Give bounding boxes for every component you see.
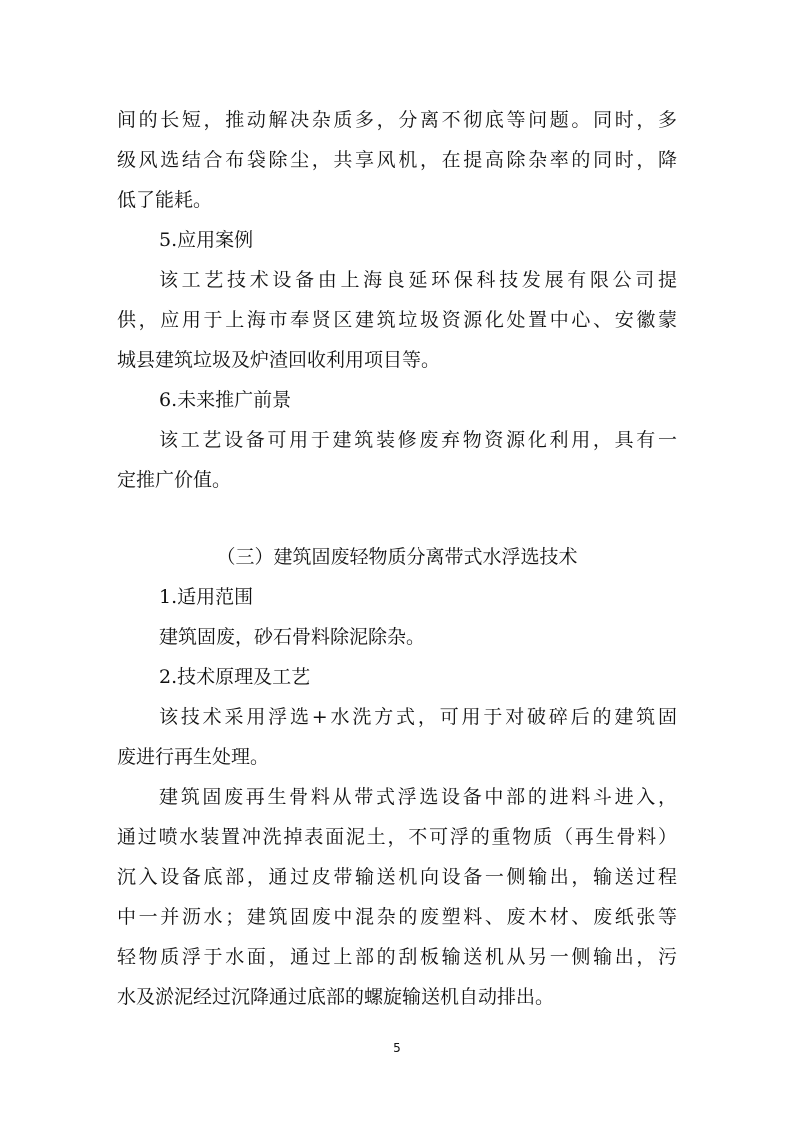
body-text-line: 低了能耗。 bbox=[117, 189, 213, 211]
page-number: 5 bbox=[393, 1041, 401, 1055]
chapter-heading: （三）建筑固废轻物质分离带式水浮选技术 bbox=[216, 546, 578, 568]
body-text-line: 沉入设备底部，通过皮带输送机向设备一侧输出，输送过程 bbox=[117, 866, 677, 888]
body-text-line: 间的长短，推动解决杂质多，分离不彻底等问题。同时，多 bbox=[117, 109, 677, 131]
body-text-line: 该工艺设备可用于建筑装修废弃物资源化利用，具有一 bbox=[159, 429, 677, 451]
body-text-line: 该工艺技术设备由上海良延环保科技发展有限公司提 bbox=[159, 269, 677, 291]
body-text-line: 通过喷水装置冲洗掉表面泥土，不可浮的重物质（再生骨料） bbox=[117, 826, 677, 848]
section-heading: 6.未来推广前景 bbox=[159, 389, 292, 411]
body-text-line: 城县建筑垃圾及炉渣回收利用项目等。 bbox=[117, 349, 441, 371]
body-text-line: 水及淤泥经过沉降通过底部的螺旋输送机自动排出。 bbox=[117, 986, 555, 1008]
section-heading: 2.技术原理及工艺 bbox=[159, 666, 311, 688]
body-text-line: 建筑固废，砂石骨料除泥除杂。 bbox=[159, 626, 426, 648]
section-heading: 5.应用案例 bbox=[159, 229, 254, 251]
body-text-line: 该技术采用浮选+水洗方式，可用于对破碎后的建筑固 bbox=[159, 706, 677, 728]
body-text-line: 建筑固废再生骨料从带式浮选设备中部的进料斗进入， bbox=[159, 786, 677, 808]
body-text-line: 级风选结合布袋除尘，共享风机，在提高除杂率的同时，降 bbox=[117, 149, 677, 171]
body-text-line: 中一并沥水；建筑固废中混杂的废塑料、废木材、废纸张等 bbox=[117, 906, 677, 928]
body-text-line: 废进行再生处理。 bbox=[117, 746, 270, 768]
body-text-line: 定推广价值。 bbox=[117, 469, 232, 491]
body-text-line: 供，应用于上海市奉贤区建筑垃圾资源化处置中心、安徽蒙 bbox=[117, 309, 677, 331]
section-heading: 1.适用范围 bbox=[159, 586, 254, 608]
body-text-line: 轻物质浮于水面，通过上部的刮板输送机从另一侧输出，污 bbox=[117, 946, 677, 968]
